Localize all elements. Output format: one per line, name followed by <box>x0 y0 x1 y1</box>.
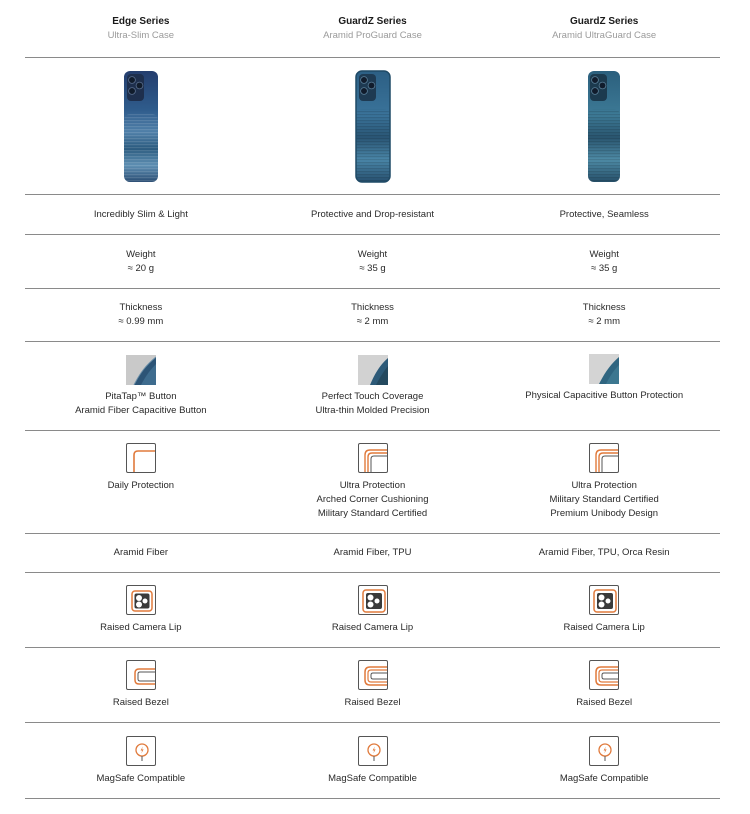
thickness-cell <box>257 289 489 341</box>
phone-case-image <box>353 69 393 184</box>
protection-cell <box>257 431 489 533</box>
camera-lip-label: Raised Camera Lip <box>563 622 645 633</box>
tagline: Incredibly Slim & Light <box>93 208 188 220</box>
magsafe-row <box>25 723 720 799</box>
magsafe-cell <box>257 723 489 798</box>
thickness-cell <box>25 289 257 341</box>
magsafe-cell <box>25 723 257 798</box>
header-row <box>25 0 720 58</box>
magsafe-icon <box>126 736 156 766</box>
camera-lip-icon <box>358 585 388 615</box>
camera-lip-row <box>25 573 720 648</box>
protection-line: Military Standard Certified <box>317 508 428 519</box>
protection-line: Ultra Protection <box>571 480 637 491</box>
thickness-cell <box>488 289 720 341</box>
button-feature-line: Physical Capacitive Button Protection <box>525 390 684 401</box>
thickness-value: ≈ 2 mm <box>356 316 389 327</box>
weight-value: ≈ 35 g <box>591 262 618 274</box>
weight-cell <box>257 235 489 288</box>
camera-lip-cell <box>257 573 489 647</box>
bezel-cell <box>25 648 257 722</box>
thickness-row <box>25 289 720 342</box>
series-title: GuardZ Series <box>570 15 639 27</box>
corner-protection-icon <box>126 443 156 473</box>
bezel-row <box>25 648 720 723</box>
corner-protection-icon <box>358 443 388 473</box>
bezel-label: Raised Bezel <box>112 697 169 708</box>
series-title: Edge Series <box>112 15 170 27</box>
button-feature-line: Perfect Touch Coverage <box>321 390 424 402</box>
model-subtitle: Ultra-Slim Case <box>107 29 175 41</box>
magsafe-cell <box>488 723 720 798</box>
camera-lip-cell <box>488 573 720 647</box>
bezel-cell <box>488 648 720 722</box>
camera-lip-icon <box>589 585 619 615</box>
phone-case-image <box>584 69 624 184</box>
column-header <box>25 0 257 57</box>
button-cell <box>25 342 257 430</box>
button-feature-line: PitaTap™ Button <box>105 390 177 402</box>
camera-lip-label: Raised Camera Lip <box>331 622 414 633</box>
magsafe-icon <box>589 736 619 766</box>
bezel-cell <box>257 648 489 722</box>
button-closeup-image <box>126 355 156 385</box>
thickness-label: Thickness <box>119 302 163 313</box>
product-image-cell <box>25 58 257 194</box>
camera-lip-label: Raised Camera Lip <box>100 622 182 633</box>
bezel-label: Raised Bezel <box>344 697 401 708</box>
weight-row <box>25 235 720 289</box>
raised-bezel-icon <box>589 660 619 690</box>
material: Aramid Fiber <box>113 547 169 558</box>
protection-line: Premium Unibody Design <box>550 508 659 519</box>
raised-bezel-icon <box>126 660 156 690</box>
camera-lip-icon <box>126 585 156 615</box>
weight-label: Weight <box>126 248 156 260</box>
product-image-cell <box>257 58 489 194</box>
button-feature-line: Aramid Fiber Capacitive Button <box>75 404 207 416</box>
corner-protection-icon <box>589 443 619 473</box>
tagline: Protective, Seamless <box>559 208 649 220</box>
weight-cell <box>488 235 720 288</box>
product-image-cell <box>488 58 720 194</box>
model-subtitle: Aramid UltraGuard Case <box>552 29 657 41</box>
tagline: Protective and Drop-resistant <box>310 208 435 220</box>
magsafe-icon <box>358 736 388 766</box>
protection-line: Ultra Protection <box>339 480 406 491</box>
button-feature-line: Ultra-thin Molded Precision <box>315 404 430 416</box>
column-header <box>257 0 489 57</box>
protection-line: Arched Corner Cushioning <box>316 494 429 505</box>
thickness-value: ≈ 0.99 mm <box>118 316 164 327</box>
material-row <box>25 534 720 573</box>
magsafe-label: MagSafe Compatible <box>559 772 649 784</box>
weight-label: Weight <box>357 248 388 260</box>
product-image-row <box>25 58 720 195</box>
series-title: GuardZ Series <box>338 15 407 27</box>
protection-line: Daily Protection <box>107 480 175 491</box>
protection-line: Military Standard Certified <box>549 494 659 505</box>
weight-cell <box>25 235 257 288</box>
thickness-value: ≈ 2 mm <box>588 316 620 327</box>
button-cell <box>488 342 720 430</box>
thickness-label: Thickness <box>582 302 626 313</box>
phone-case-image <box>121 69 161 184</box>
camera-lip-cell <box>25 573 257 647</box>
thickness-label: Thickness <box>351 302 394 313</box>
raised-bezel-icon <box>358 660 388 690</box>
weight-value: ≈ 20 g <box>127 262 154 274</box>
column-header <box>488 0 720 57</box>
protection-cell <box>25 431 257 533</box>
protection-cell <box>488 431 720 533</box>
button-closeup-image <box>358 355 388 385</box>
protection-row <box>25 431 720 534</box>
material: Aramid Fiber, TPU <box>333 547 412 558</box>
button-cell <box>257 342 489 430</box>
button-closeup-image <box>589 354 619 384</box>
weight-value: ≈ 35 g <box>359 262 386 274</box>
bezel-label: Raised Bezel <box>576 697 633 708</box>
weight-label: Weight <box>589 248 619 260</box>
model-subtitle: Aramid ProGuard Case <box>323 29 422 41</box>
magsafe-label: MagSafe Compatible <box>96 772 186 784</box>
comparison-table <box>25 0 720 799</box>
magsafe-label: MagSafe Compatible <box>328 772 417 784</box>
tagline-row <box>25 195 720 235</box>
material: Aramid Fiber, TPU, Orca Resin <box>538 547 670 558</box>
button-row <box>25 342 720 431</box>
